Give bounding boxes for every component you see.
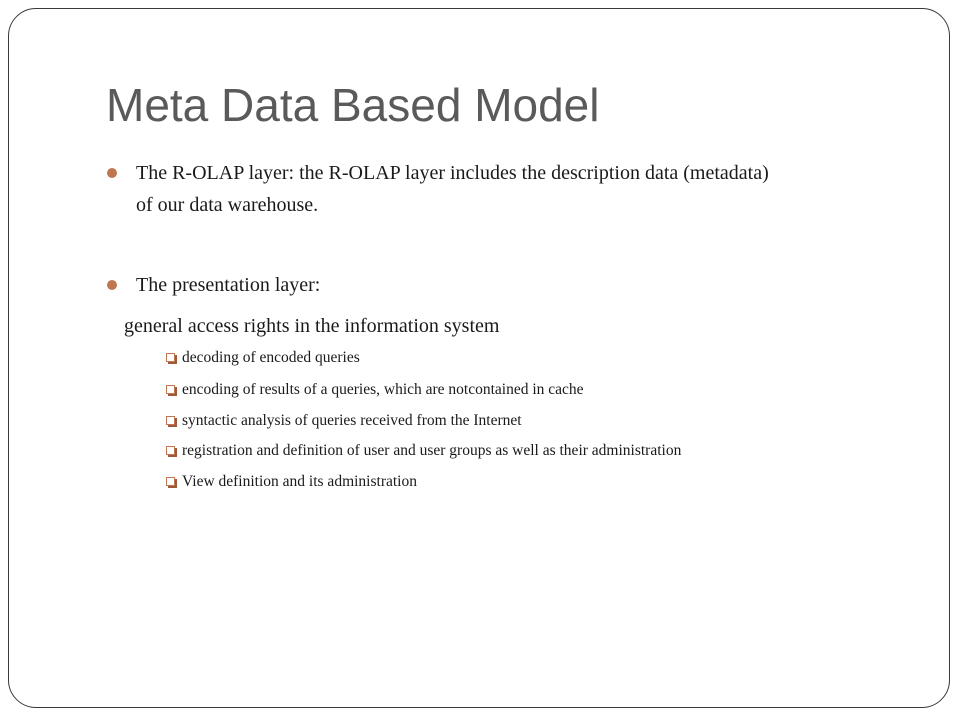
list-item-label: decoding of encoded queries bbox=[182, 349, 360, 366]
square-checkbox-icon bbox=[166, 446, 175, 455]
bullet-rolap-line1: The R-OLAP layer: the R-OLAP layer includes the description data (metadata) bbox=[136, 162, 769, 184]
bullet-rolap-line2: of our data warehouse. bbox=[136, 194, 319, 216]
bullet-dot-icon bbox=[107, 168, 117, 178]
sub-heading: general access rights in the information system bbox=[124, 315, 500, 337]
square-checkbox-icon bbox=[166, 477, 175, 486]
list-item-label: syntactic analysis of queries received from the Internet bbox=[182, 412, 522, 429]
square-checkbox-icon bbox=[166, 385, 175, 394]
square-checkbox-icon bbox=[166, 416, 175, 425]
slide-title: Meta Data Based Model bbox=[106, 79, 600, 131]
list-item bbox=[168, 411, 522, 431]
list-item bbox=[168, 380, 584, 400]
bullet-dot-icon bbox=[107, 280, 117, 290]
square-checkbox-icon bbox=[166, 353, 175, 362]
list-item-label: registration and definition of user and user groups as well as their administration bbox=[182, 442, 682, 459]
list-item bbox=[168, 472, 417, 492]
list-item bbox=[168, 441, 681, 461]
list-item bbox=[168, 348, 360, 368]
list-item-label: View definition and its administration bbox=[182, 473, 417, 490]
list-item-label: encoding of results of a queries, which are notcontained in cache bbox=[182, 381, 584, 398]
bullet-presentation: The presentation layer: bbox=[136, 274, 321, 296]
